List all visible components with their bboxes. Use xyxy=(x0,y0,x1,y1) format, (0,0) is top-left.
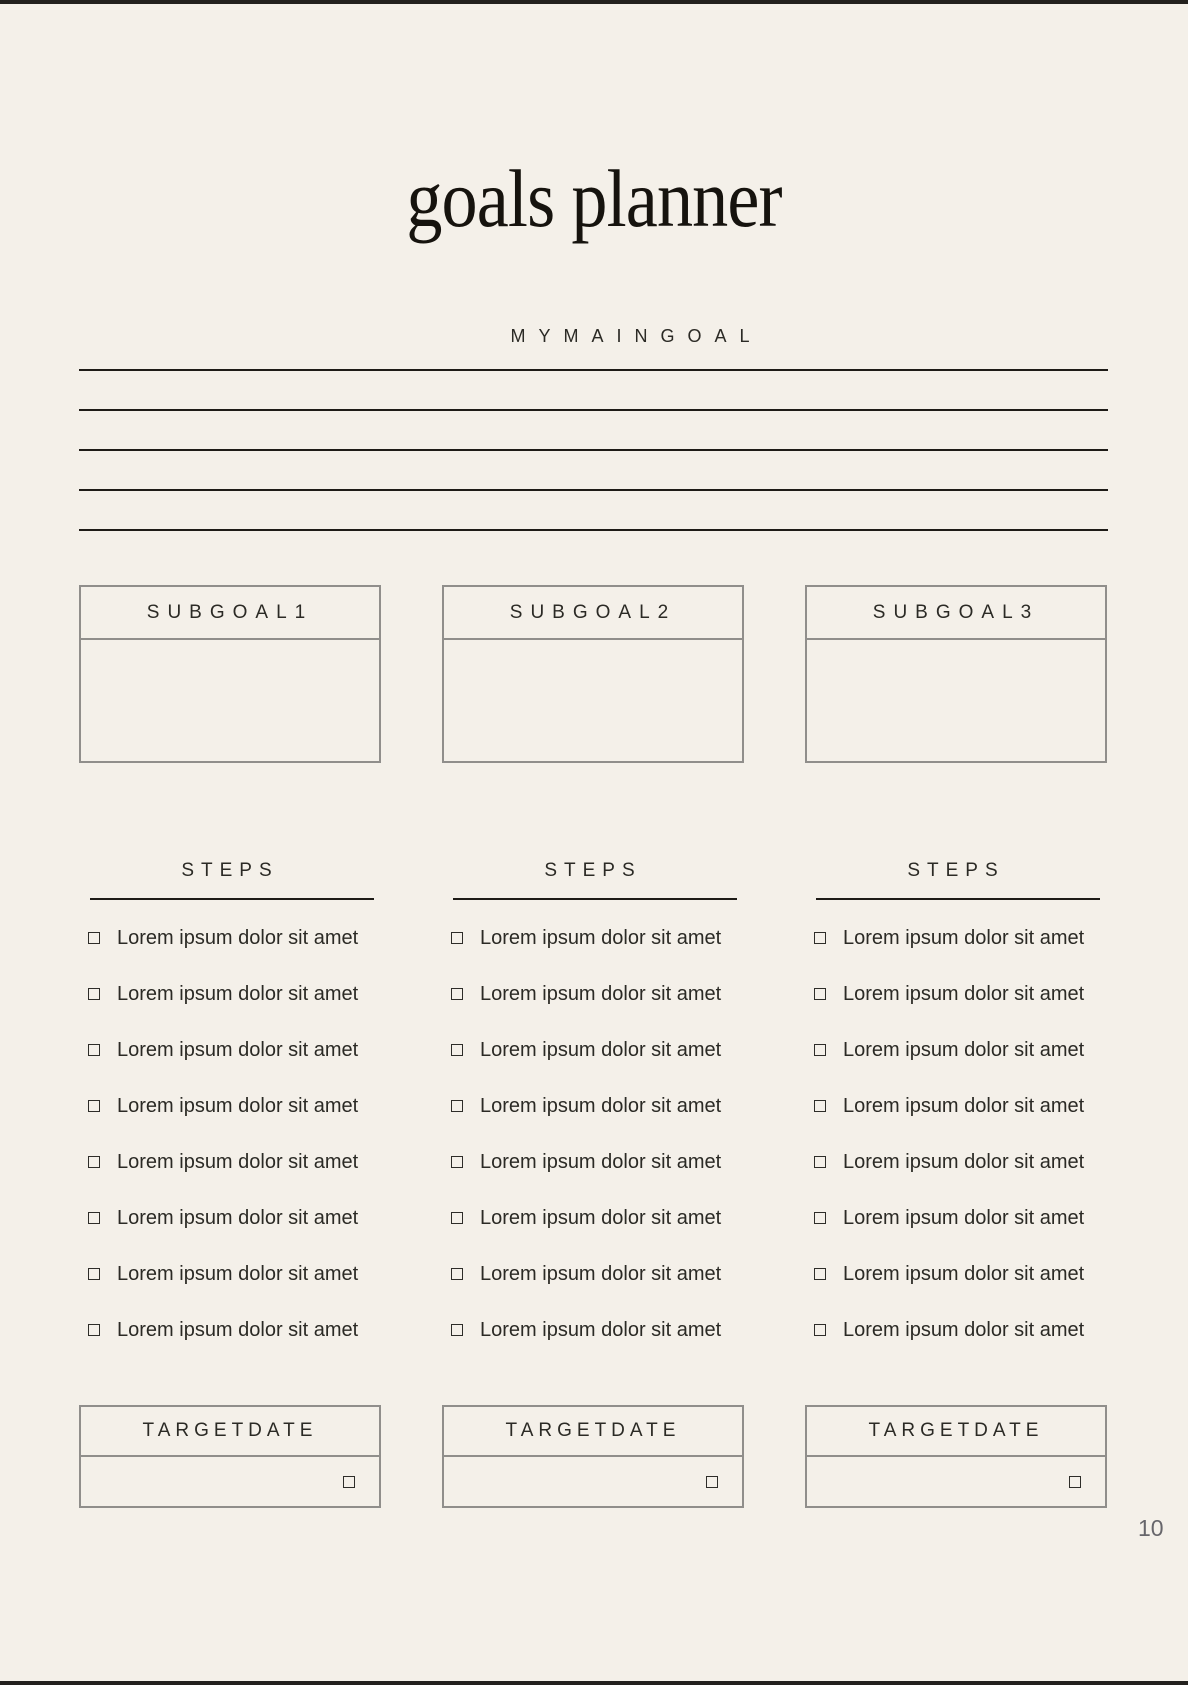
subgoal-box xyxy=(805,585,1107,763)
step-item xyxy=(79,1263,381,1285)
subgoal-heading: SUBGOAL3 xyxy=(807,587,1105,640)
subgoal-heading: SUBGOAL2 xyxy=(444,587,742,640)
target-date-write-area[interactable] xyxy=(81,1457,379,1506)
checkbox-icon[interactable] xyxy=(814,1268,826,1280)
checkbox-icon[interactable] xyxy=(451,1044,463,1056)
checkbox-icon[interactable] xyxy=(88,988,100,1000)
checkbox-icon[interactable] xyxy=(88,1212,100,1224)
step-item xyxy=(442,983,744,1005)
page-title: goals planner xyxy=(406,153,782,244)
write-in-line[interactable] xyxy=(79,489,1108,491)
checkbox-icon[interactable] xyxy=(88,1324,100,1336)
checkbox-icon[interactable] xyxy=(451,1268,463,1280)
goal-column-1 xyxy=(79,585,381,1510)
main-goal-heading: MYMAINGOAL xyxy=(510,326,763,346)
target-date-box xyxy=(805,1405,1107,1508)
step-item-label: Lorem ipsum dolor sit amet xyxy=(117,982,359,1005)
goal-column-2 xyxy=(442,585,744,1510)
checkbox-icon[interactable] xyxy=(706,1476,718,1488)
target-date-heading: TARGETDATE xyxy=(807,1407,1105,1457)
steps-heading: STEPS xyxy=(907,860,1005,881)
step-item xyxy=(79,1207,381,1229)
step-item-label: Lorem ipsum dolor sit amet xyxy=(843,926,1085,949)
step-item xyxy=(442,1319,744,1341)
step-item xyxy=(442,1151,744,1173)
step-item-label: Lorem ipsum dolor sit amet xyxy=(843,1150,1085,1173)
subgoal-write-area[interactable] xyxy=(807,640,1105,763)
page-number: 10 xyxy=(1138,1515,1164,1541)
step-item xyxy=(805,1263,1107,1285)
steps-underline xyxy=(816,898,1100,900)
checkbox-icon[interactable] xyxy=(451,988,463,1000)
step-item xyxy=(442,1263,744,1285)
step-item-label: Lorem ipsum dolor sit amet xyxy=(117,1094,359,1117)
step-item-label: Lorem ipsum dolor sit amet xyxy=(480,1318,722,1341)
step-item xyxy=(79,983,381,1005)
steps-list xyxy=(805,927,1107,1375)
step-item xyxy=(805,1207,1107,1229)
checkbox-icon[interactable] xyxy=(1069,1476,1081,1488)
subgoal-box xyxy=(442,585,744,763)
step-item xyxy=(79,1151,381,1173)
step-item xyxy=(79,1095,381,1117)
checkbox-icon[interactable] xyxy=(814,932,826,944)
write-in-line[interactable] xyxy=(79,409,1108,411)
steps-list xyxy=(442,927,744,1375)
checkbox-icon[interactable] xyxy=(88,1044,100,1056)
steps-underline xyxy=(90,898,374,900)
checkbox-icon[interactable] xyxy=(88,1100,100,1112)
step-item-label: Lorem ipsum dolor sit amet xyxy=(480,1038,722,1061)
step-item-label: Lorem ipsum dolor sit amet xyxy=(480,982,722,1005)
step-item xyxy=(442,1039,744,1061)
checkbox-icon[interactable] xyxy=(451,1100,463,1112)
step-item xyxy=(805,1151,1107,1173)
target-date-write-area[interactable] xyxy=(807,1457,1105,1506)
checkbox-icon[interactable] xyxy=(814,1156,826,1168)
checkbox-icon[interactable] xyxy=(814,1044,826,1056)
checkbox-icon[interactable] xyxy=(343,1476,355,1488)
step-item-label: Lorem ipsum dolor sit amet xyxy=(843,1262,1085,1285)
subgoal-write-area[interactable] xyxy=(81,640,379,763)
step-item-label: Lorem ipsum dolor sit amet xyxy=(117,926,359,949)
steps-underline xyxy=(453,898,737,900)
checkbox-icon[interactable] xyxy=(814,1100,826,1112)
step-item-label: Lorem ipsum dolor sit amet xyxy=(117,1206,359,1229)
checkbox-icon[interactable] xyxy=(814,1212,826,1224)
checkbox-icon[interactable] xyxy=(451,1212,463,1224)
step-item-label: Lorem ipsum dolor sit amet xyxy=(117,1038,359,1061)
step-item xyxy=(442,927,744,949)
write-in-line[interactable] xyxy=(79,369,1108,371)
step-item-label: Lorem ipsum dolor sit amet xyxy=(843,1094,1085,1117)
step-item xyxy=(805,983,1107,1005)
checkbox-icon[interactable] xyxy=(814,988,826,1000)
target-date-write-area[interactable] xyxy=(444,1457,742,1506)
step-item-label: Lorem ipsum dolor sit amet xyxy=(480,1150,722,1173)
step-item-label: Lorem ipsum dolor sit amet xyxy=(117,1150,359,1173)
subgoal-heading: SUBGOAL1 xyxy=(81,587,379,640)
step-item-label: Lorem ipsum dolor sit amet xyxy=(480,926,722,949)
step-item-label: Lorem ipsum dolor sit amet xyxy=(843,1038,1085,1061)
step-item xyxy=(805,927,1107,949)
step-item-label: Lorem ipsum dolor sit amet xyxy=(480,1206,722,1229)
steps-heading: STEPS xyxy=(181,860,279,881)
write-in-line[interactable] xyxy=(79,449,1108,451)
step-item-label: Lorem ipsum dolor sit amet xyxy=(843,1206,1085,1229)
checkbox-icon[interactable] xyxy=(451,1324,463,1336)
step-item xyxy=(79,1319,381,1341)
checkbox-icon[interactable] xyxy=(88,1156,100,1168)
steps-list xyxy=(79,927,381,1375)
checkbox-icon[interactable] xyxy=(88,932,100,944)
target-date-box xyxy=(79,1405,381,1508)
page-edge-bar-bottom xyxy=(0,1681,1188,1685)
step-item-label: Lorem ipsum dolor sit amet xyxy=(117,1262,359,1285)
step-item-label: Lorem ipsum dolor sit amet xyxy=(843,1318,1085,1341)
checkbox-icon[interactable] xyxy=(88,1268,100,1280)
step-item xyxy=(442,1207,744,1229)
subgoal-box xyxy=(79,585,381,763)
write-in-line[interactable] xyxy=(79,529,1108,531)
step-item xyxy=(79,1039,381,1061)
step-item-label: Lorem ipsum dolor sit amet xyxy=(480,1094,722,1117)
target-date-box xyxy=(442,1405,744,1508)
step-item xyxy=(805,1095,1107,1117)
step-item-label: Lorem ipsum dolor sit amet xyxy=(117,1318,359,1341)
step-item-label: Lorem ipsum dolor sit amet xyxy=(480,1262,722,1285)
page-content xyxy=(79,0,1108,1685)
steps-heading: STEPS xyxy=(544,860,642,881)
step-item xyxy=(79,927,381,949)
step-item xyxy=(442,1095,744,1117)
subgoal-write-area[interactable] xyxy=(444,640,742,763)
step-item-label: Lorem ipsum dolor sit amet xyxy=(843,982,1085,1005)
checkbox-icon[interactable] xyxy=(451,1156,463,1168)
checkbox-icon[interactable] xyxy=(814,1324,826,1336)
goal-column-3 xyxy=(805,585,1107,1510)
target-date-heading: TARGETDATE xyxy=(444,1407,742,1457)
checkbox-icon[interactable] xyxy=(451,932,463,944)
step-item xyxy=(805,1039,1107,1061)
target-date-heading: TARGETDATE xyxy=(81,1407,379,1457)
step-item xyxy=(805,1319,1107,1341)
